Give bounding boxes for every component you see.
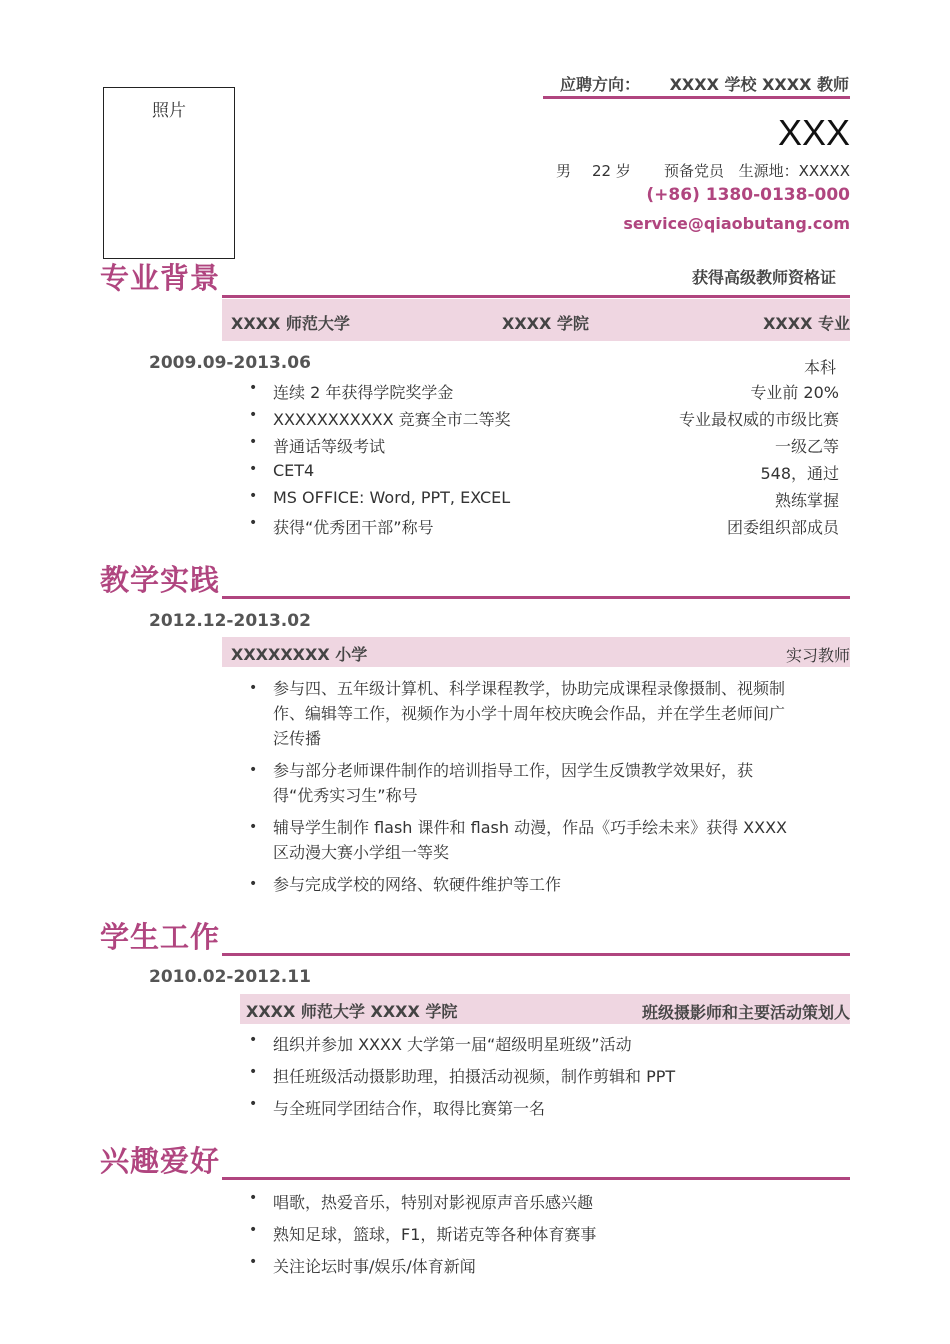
education-date: 2009.09-2013.06 [149,353,311,373]
list-item: • 与全班同学团结合作，取得比赛第一名 [249,1096,809,1128]
list-item [249,380,839,407]
student-work-title: 学生工作 [100,920,221,954]
school: XXXX 师范大学 [231,314,350,333]
list-item: • 组织并参加 XXXX 大学第一届“超级明星班级”活动 [249,1032,809,1064]
hobbies-rule [222,1177,850,1180]
list-item [249,461,839,488]
item-text: 连续 2 年获得学院奖学金 [273,383,454,402]
item-note: 熟练掌握 [774,491,839,510]
list-item: • 参与四、五年级计算机、科学课程教学，协助完成课程录像摄制、视频制作、编辑等工作，视频作为小学十周年校庆晚会作品，并在学生老师间广泛传播 [249,676,789,751]
degree: 本科 [803,358,836,377]
list-item: • 熟知足球，篮球，F1，斯诺克等各种体育赛事 [249,1222,809,1254]
major: XXXX 专业 [763,314,850,333]
candidate-name: XXX [777,112,850,153]
student-work-date: 2010.02-2012.11 [149,967,311,987]
party-status: 预备党员 [664,162,725,180]
item-text: CET4 [273,461,315,480]
hobbies-title: 兴趣爱好 [100,1144,221,1178]
age: 22 岁 [592,162,631,180]
education-title: 专业背景 [100,261,221,295]
hobbies-list [249,1190,809,1286]
position-line [560,72,849,95]
education-list [249,380,839,542]
item-text: XXXXXXXXXXX 竞赛全市二等奖 [273,410,511,429]
item-note: 专业最权威的市级比赛 [678,410,839,429]
gender: 男 [556,162,572,180]
item-note: 548，通过 [760,464,839,483]
student-work-org: XXXX 师范大学 XXXX 学院 [246,1002,458,1021]
phone: (+86) 1380-0138-000 [646,185,850,205]
header-rule [543,96,850,99]
list-item: • 参与完成学校的网络、软硬件维护等工作 [249,872,789,897]
item-note: 专业前 20% [750,383,839,402]
list-item: • 唱歌，热爱音乐，特别对影视原声音乐感兴趣 [249,1190,809,1222]
teaching-role: 实习教师 [785,646,850,665]
personal-info [556,160,850,181]
list-item [249,515,839,542]
photo-placeholder [103,87,235,259]
list-item: • 关注论坛时事/娱乐/体育新闻 [249,1254,809,1286]
teaching-org: XXXXXXXX 小学 [231,645,368,664]
list-item [249,407,839,434]
certificate: 获得高级教师资格证 [691,268,836,287]
item-note: 团委组织部成员 [726,518,839,537]
student-work-rule [222,953,850,956]
list-item: • 辅导学生制作 flash 课件和 flash 动漫，作品《巧手绘未来》获得 XXXX 区动漫大赛小学组一等奖 [249,815,789,865]
college: XXXX 学院 [502,314,589,333]
list-item [249,488,839,515]
list-item: • 参与部分老师课件制作的培训指导工作，因学生反馈教学效果好，获得“优秀实习生”称号 [249,758,789,808]
list-item: • 担任班级活动摄影助理，拍摄活动视频，制作剪辑和 PPT [249,1064,809,1096]
list-item [249,434,839,461]
position-label: 应聘方向： [560,75,641,94]
item-text: 获得“优秀团干部”称号 [273,518,434,537]
photo-label: 照片 [152,101,186,121]
teaching-date: 2012.12-2013.02 [149,611,311,631]
item-text: 普通话等级考试 [273,437,386,456]
student-work-role: 班级摄影师和主要活动策划人 [641,1003,850,1022]
position-value: XXXX 学校 XXXX 教师 [669,75,849,94]
teaching-rule [222,596,850,599]
education-rule [222,295,850,298]
teaching-title: 教学实践 [100,563,221,597]
teaching-list [249,676,789,897]
item-text: MS OFFICE: Word, PPT, EXCEL [273,488,511,507]
student-work-list [249,1032,809,1128]
origin: 生源地：XXXXX [738,162,850,180]
item-note: 一级乙等 [774,437,839,456]
email: service@qiaobutang.com [623,214,850,233]
